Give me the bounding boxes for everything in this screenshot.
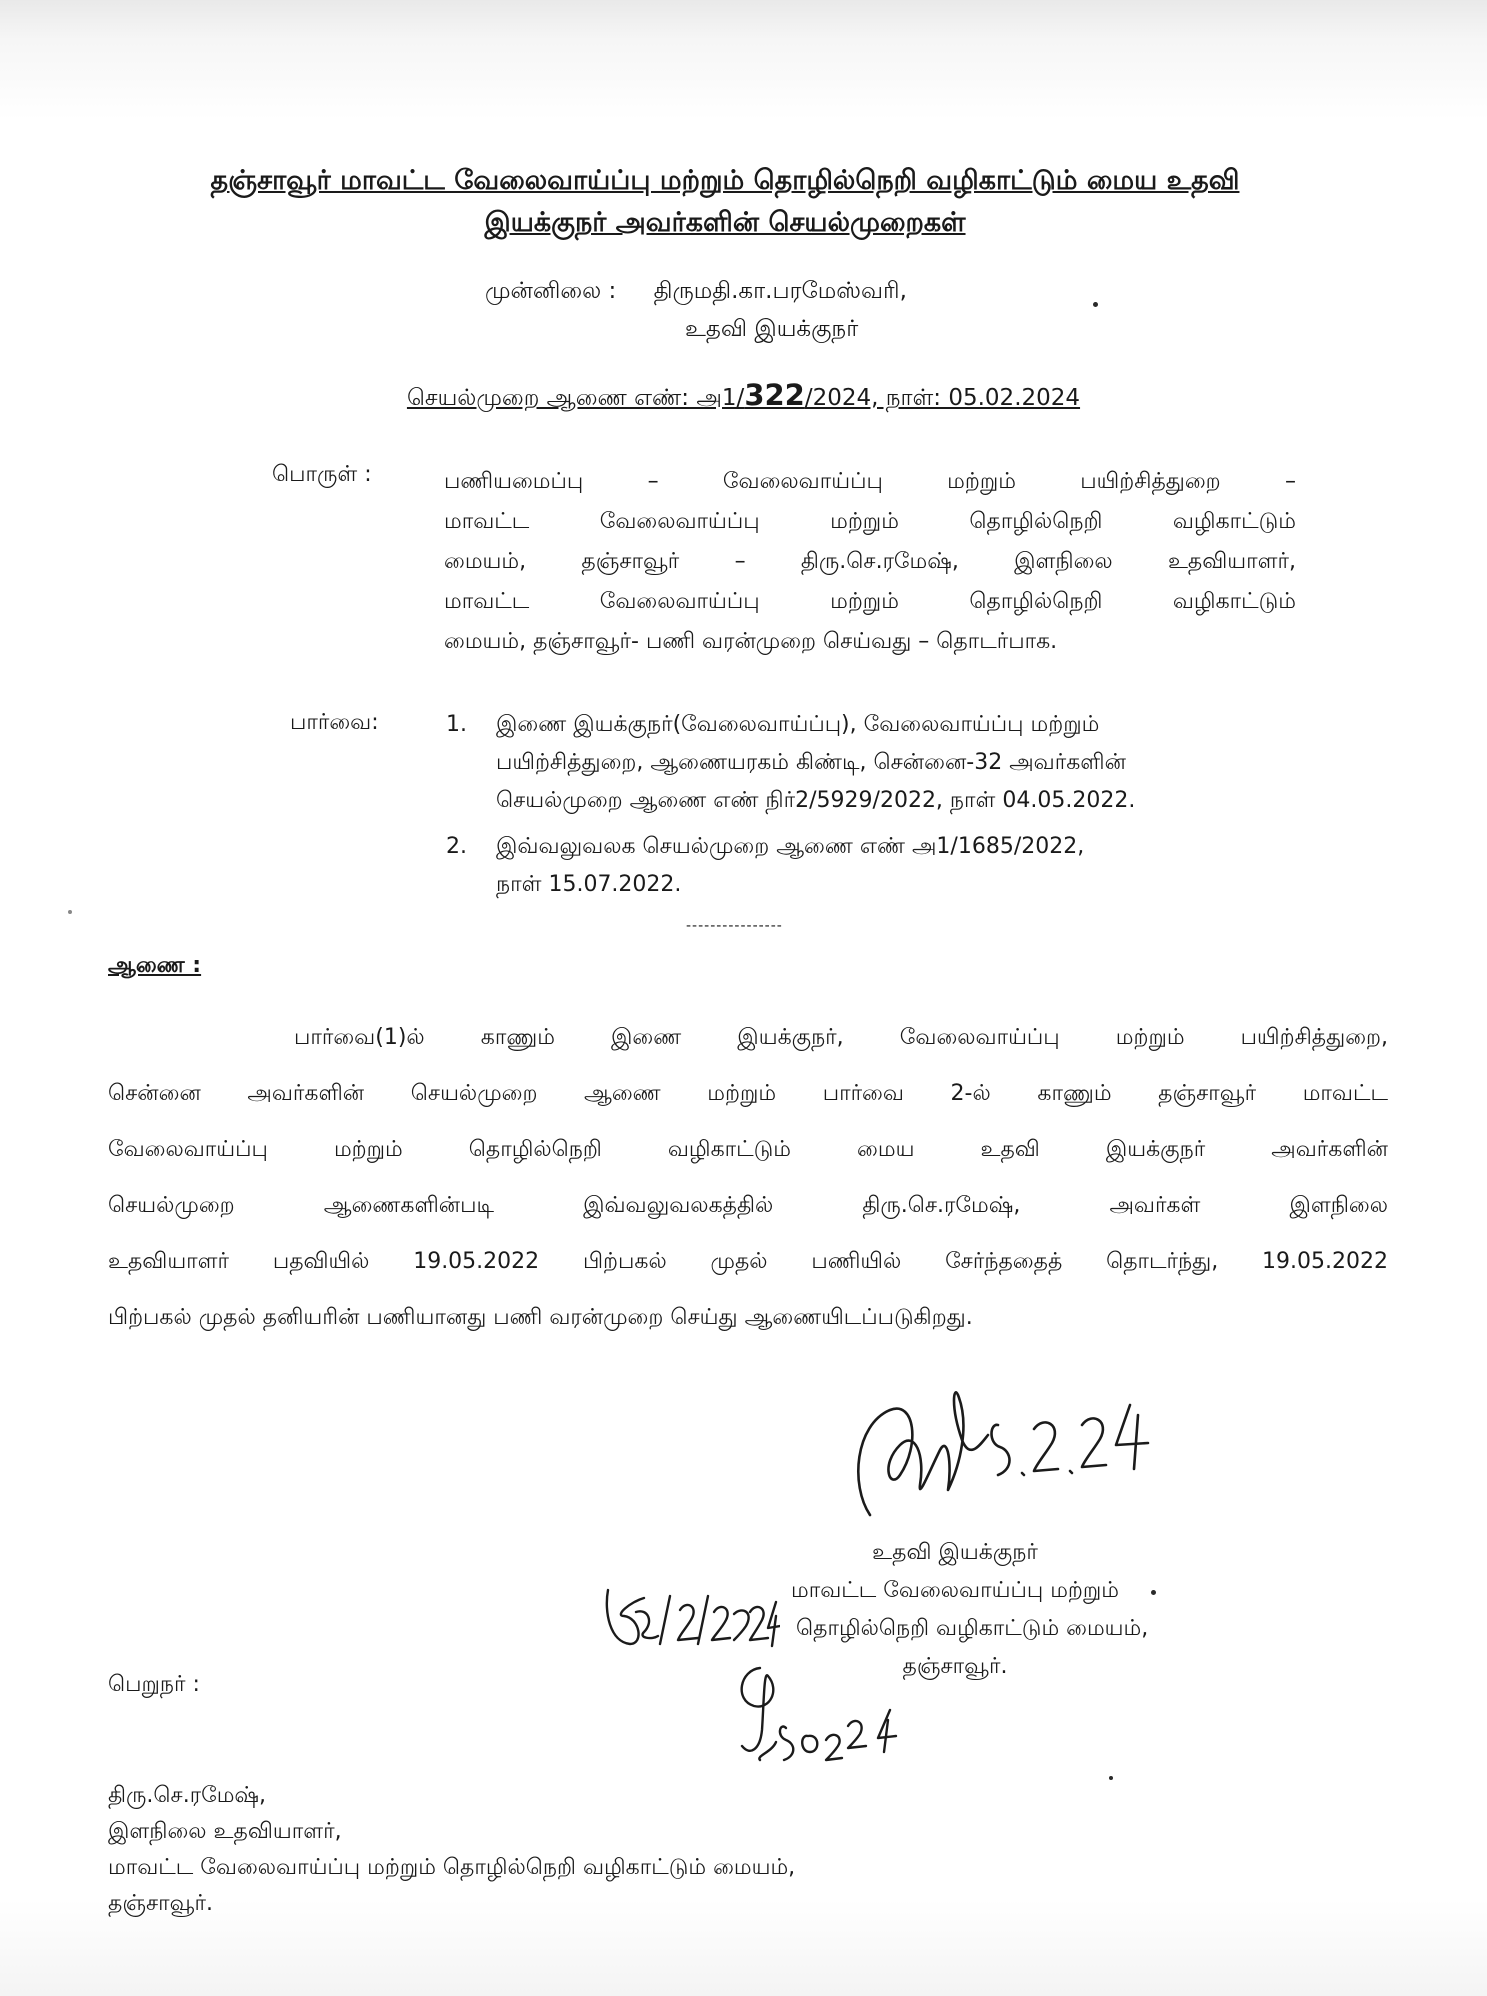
document-title (100, 160, 1350, 244)
reference-line: நாள் 15.07.2022. (496, 872, 682, 897)
subject-line: மாவட்ட வேலைவாய்ப்பு மற்றும் தொழில்நெறி வழிகாட்டும் (444, 589, 1296, 614)
recipient-line: இளநிலை உதவியாளர், (108, 1819, 342, 1844)
recipient-address (108, 1778, 795, 1922)
ink-dot (1093, 302, 1098, 307)
reference-separator: ---------------- (686, 918, 783, 934)
order-line: வேலைவாய்ப்பு மற்றும் தொழில்நெறி வழிகாட்டும் மைய உதவி இயக்குநர் அவர்களின் (108, 1137, 1388, 1162)
presence-block (485, 272, 907, 348)
recipient-line: திரு.செ.ரமேஷ், (108, 1783, 267, 1808)
title-line-1: தஞ்சாவூர் மாவட்ட வேலைவாய்ப்பு மற்றும் தொழில்நெறி வழிகாட்டும் மைய உதவி (210, 165, 1240, 196)
order-line: சென்னை அவர்களின் செயல்முறை ஆணை மற்றும் பார்வை 2-ல் காணும் தஞ்சாவூர் மாவட்ட (108, 1081, 1388, 1106)
recipient-line: தஞ்சாவூர். (108, 1891, 213, 1916)
subject-label: பொருள் : (272, 462, 372, 487)
order-paragraph (108, 1010, 1388, 1346)
reference-number: 2. (446, 834, 467, 859)
reference-line: இணை இயக்குநர்(வேலைவாய்ப்பு), வேலைவாய்ப்பு மற்றும் (496, 712, 1100, 737)
order-line: பிற்பகல் முதல் தனியரின் பணியானது பணி வரன்முறை செய்து ஆணையிடப்படுகிறது. (108, 1305, 973, 1330)
recipient-line: மாவட்ட வேலைவாய்ப்பு மற்றும் தொழில்நெறி வழிகாட்டும் மையம், (108, 1855, 796, 1880)
recipient-label: பெறுநர் : (108, 1672, 200, 1697)
reference-item (446, 828, 1346, 904)
signatory-line: உதவி இயக்குநர் (872, 1540, 1038, 1565)
order-number (0, 378, 1487, 414)
handwritten-initial (720, 1660, 900, 1770)
reference-number: 1. (446, 712, 467, 737)
title-line-2: இயக்குநர் அவர்களின் செயல்முறைகள் (484, 207, 966, 238)
order-number-value: 322 (744, 378, 805, 412)
subject-line: மையம், தஞ்சாவூர் – திரு.செ.ரமேஷ், இளநிலை உதவியாளர், (444, 549, 1296, 574)
ink-dot (1109, 1776, 1113, 1780)
subject-line: மாவட்ட வேலைவாய்ப்பு மற்றும் தொழில்நெறி வழிகாட்டும் (444, 509, 1296, 534)
reference-item (446, 706, 1346, 820)
signatory-line: தொழில்நெறி வழிகாட்டும் மையம், (796, 1616, 1149, 1641)
presence-label: முன்னிலை : (485, 278, 617, 304)
presence-role: உதவி இயக்குநர் (685, 316, 859, 342)
subject-line: மையம், தஞ்சாவூர்- பணி வரன்முறை செய்வது – தொடர்பாக. (444, 629, 1058, 654)
handwritten-signature (830, 1365, 1160, 1535)
reference-line: இவ்வலுவலக செயல்முறை ஆணை எண் அ1/1685/2022, (496, 834, 1085, 859)
reference-line: பயிற்சித்துறை, ஆணையரகம் கிண்டி, சென்னை-32 அவர்களின் (496, 750, 1126, 775)
order-number-suffix: /2024, நாள்: 05.02.2024 (804, 385, 1081, 411)
order-line: பார்வை(1)ல் காணும் இணை இயக்குநர், வேலைவாய்ப்பு மற்றும் பயிற்சித்துறை, (294, 1025, 1388, 1050)
order-heading: ஆணை : (108, 953, 202, 978)
order-line: செயல்முறை ஆணைகளின்படி இவ்வலுவலகத்தில் திரு.செ.ரமேஷ், அவர்கள் இளநிலை (108, 1193, 1388, 1218)
presence-name: திருமதி.கா.பரமேஸ்வரி, (653, 278, 907, 304)
order-number-prefix: செயல்முறை ஆணை எண்: அ1/ (406, 385, 745, 411)
order-line: உதவியாளர் பதவியில் 19.05.2022 பிற்பகல் முதல் பணியில் சேர்ந்ததைத் தொடர்ந்து, 19.05.2022 (108, 1249, 1388, 1274)
signatory-line: மாவட்ட வேலைவாய்ப்பு மற்றும் (791, 1578, 1119, 1603)
handwritten-date-mark (600, 1582, 780, 1652)
reference-line: செயல்முறை ஆணை எண் நிர்2/5929/2022, நாள் 04.05.2022. (496, 788, 1136, 813)
ink-dot (1151, 1590, 1156, 1595)
reference-list (446, 706, 1346, 904)
subject-text (444, 462, 1296, 662)
reference-label: பார்வை: (290, 710, 379, 735)
scan-speck (68, 910, 72, 914)
signatory-line: தஞ்சாவூர். (902, 1654, 1008, 1679)
subject-line: பணியமைப்பு – வேலைவாய்ப்பு மற்றும் பயிற்சித்துறை – (444, 469, 1296, 494)
